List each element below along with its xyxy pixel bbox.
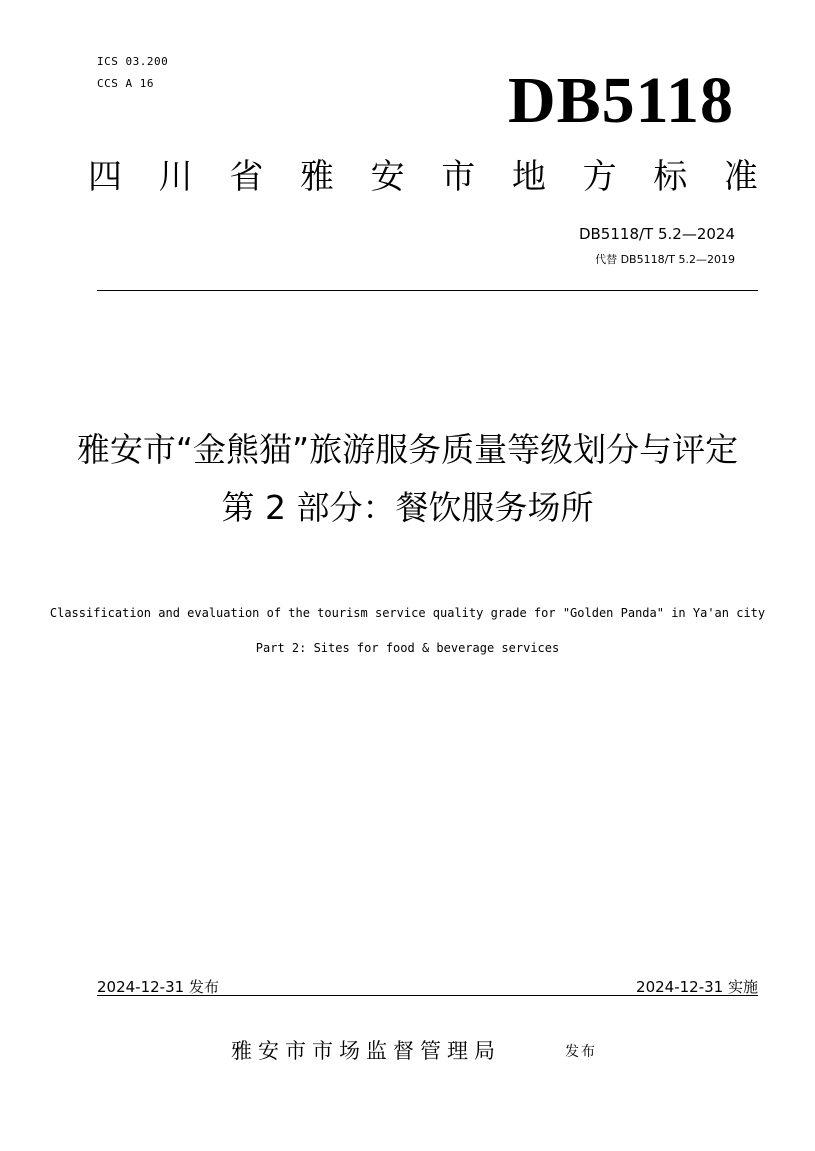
standard-type-char: 省 bbox=[229, 157, 264, 197]
standard-type-char: 安 bbox=[370, 157, 405, 197]
implement-date: 2024-12-31 实施 bbox=[636, 978, 758, 996]
standard-type-char: 标 bbox=[653, 157, 688, 197]
standard-type-heading bbox=[88, 157, 758, 197]
english-title-line-1: Classification and evaluation of the tourism service quality grade for "Golden Panda" in Ya'an city bbox=[49, 606, 766, 620]
standard-type-char: 地 bbox=[511, 157, 546, 197]
issue-label: 发布 bbox=[565, 1044, 597, 1060]
issuing-authority: 雅安市市场监督管理局 bbox=[231, 1039, 501, 1063]
english-title-line-2: Part 2: Sites for food & beverage services bbox=[255, 641, 560, 655]
standard-logo: DB5118 bbox=[507, 64, 734, 137]
chinese-title-line-2: 第 2 部分：餐饮服务场所 bbox=[221, 488, 594, 527]
standard-type-char: 市 bbox=[441, 157, 476, 197]
standard-type-char: 准 bbox=[723, 157, 758, 197]
standard-type-char: 川 bbox=[158, 157, 193, 197]
chinese-title-line-1: 雅安市“金熊猫”旅游服务质量等级划分与评定 bbox=[76, 430, 739, 469]
header-divider bbox=[97, 290, 758, 291]
standard-type-char: 雅 bbox=[299, 157, 334, 197]
standard-type-char: 四 bbox=[88, 157, 122, 197]
replaces-standard: 代替 DB5118/T 5.2—2019 bbox=[595, 253, 735, 266]
footer-divider bbox=[97, 995, 758, 996]
publish-date: 2024-12-31 发布 bbox=[97, 978, 219, 996]
standard-number: DB5118/T 5.2—2024 bbox=[578, 225, 735, 243]
standard-type-char: 方 bbox=[582, 157, 617, 197]
ccs-code: CCS A 16 bbox=[97, 77, 154, 90]
ics-code: ICS 03.200 bbox=[97, 55, 169, 68]
